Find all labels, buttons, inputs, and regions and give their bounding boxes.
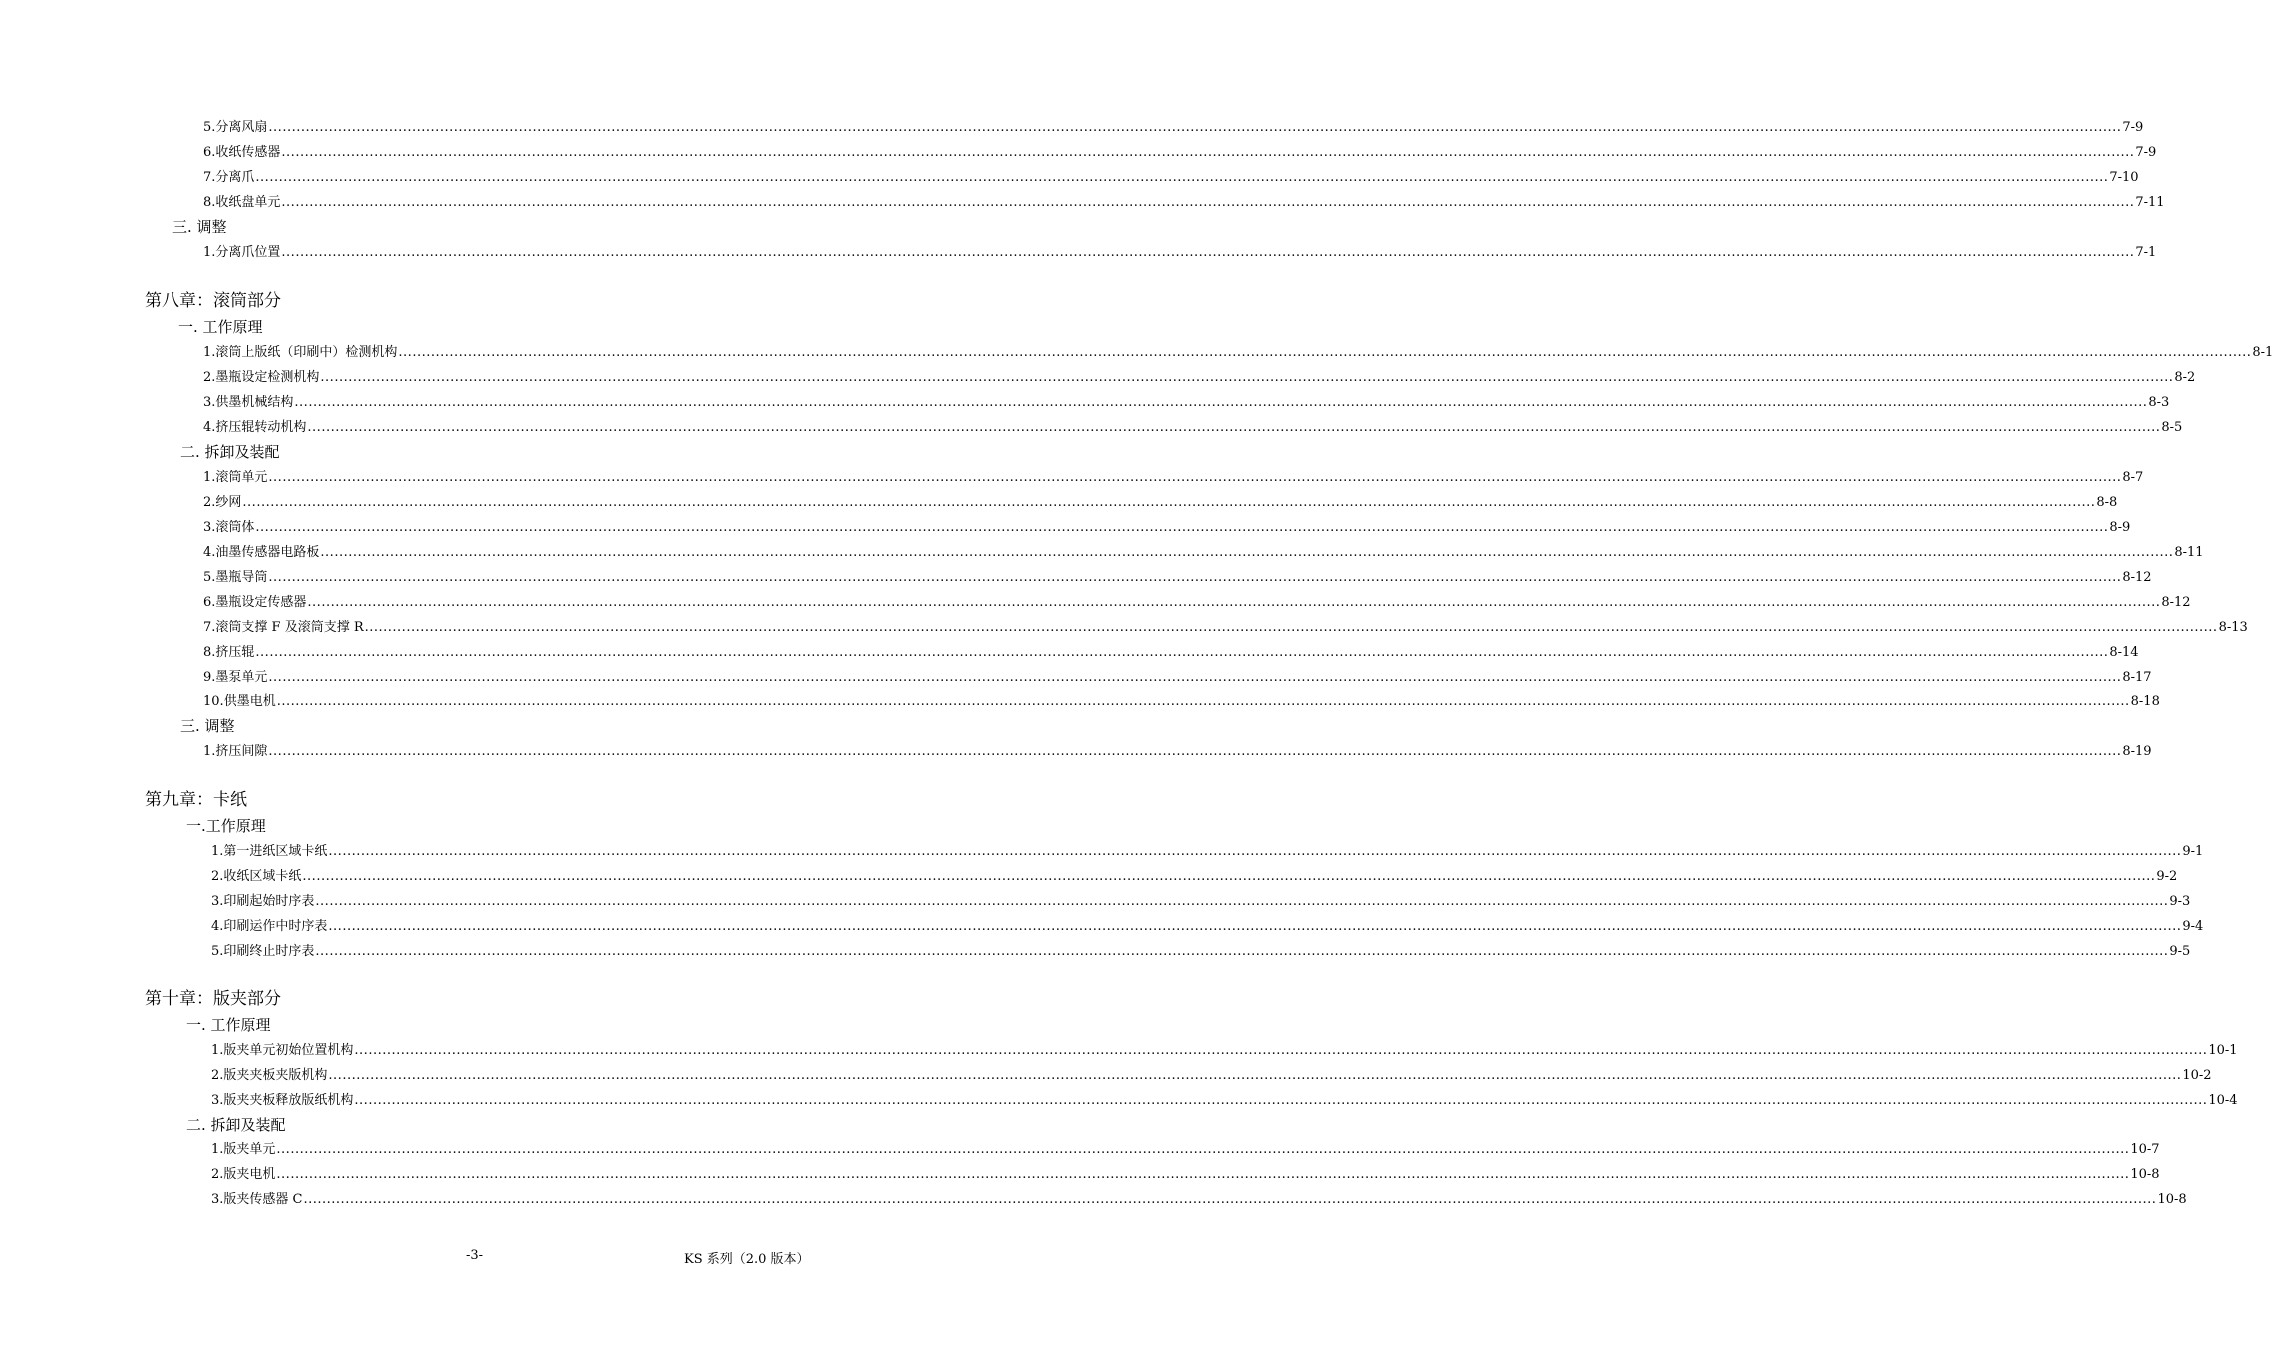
toc-entry-page: 10-2 xyxy=(2182,1068,2212,1083)
toc-entry[interactable] xyxy=(211,1068,2212,1084)
leader-dots: ................................................................................................................................................................................................................................................................................................................................................................................................................ xyxy=(320,545,2174,560)
toc-entry[interactable] xyxy=(203,694,2160,710)
leader-dots: ................................................................................................................................................................................................................................................................................................................................................................................................................ xyxy=(255,170,2109,185)
toc-entry-page: 8-17 xyxy=(2122,670,2152,685)
leader-dots: ................................................................................................................................................................................................................................................................................................................................................................................................................ xyxy=(268,570,2122,585)
toc-entry-number: 5. xyxy=(203,120,216,135)
toc-entry-page: 10-4 xyxy=(2208,1093,2238,1108)
section-title: 一. 工作原理 xyxy=(186,1016,271,1034)
toc-entry-page: 10-8 xyxy=(2130,1167,2160,1182)
toc-entry-number: 3. xyxy=(211,1093,224,1108)
leader-dots: ................................................................................................................................................................................................................................................................................................................................................................................................................ xyxy=(276,694,2130,709)
toc-entry-number: 3. xyxy=(203,520,216,535)
toc-entry-title: 分离爪 xyxy=(215,170,255,185)
section-title: 一. 工作原理 xyxy=(178,318,263,336)
leader-dots: ................................................................................................................................................................................................................................................................................................................................................................................................................ xyxy=(302,869,2156,884)
toc-entry-number: 1. xyxy=(211,1043,224,1058)
leader-dots: ................................................................................................................................................................................................................................................................................................................................................................................................................ xyxy=(276,1167,2130,1182)
toc-entry-page: 8-8 xyxy=(2096,495,2118,510)
toc-entry[interactable] xyxy=(203,595,2191,611)
toc-entry-number: 8. xyxy=(203,645,216,660)
leader-dots: ................................................................................................................................................................................................................................................................................................................................................................................................................ xyxy=(315,944,2169,959)
toc-entry-number: 2. xyxy=(211,869,224,884)
toc-entry[interactable] xyxy=(203,670,2152,686)
toc-entry-number: 7. xyxy=(203,620,216,635)
section-title: 一.工作原理 xyxy=(186,817,266,835)
toc-entry-title: 滚筒体 xyxy=(215,520,255,535)
toc-entry-page: 8-1 xyxy=(2252,345,2273,360)
toc-entry-title: 供墨机械结构 xyxy=(215,395,294,410)
toc-entry-number: 1. xyxy=(203,345,216,360)
toc-entry-number: 5. xyxy=(203,570,216,585)
chapter-title: 第十章：版夹部分 xyxy=(145,989,281,1009)
section-title: 二. 拆卸及装配 xyxy=(180,443,280,461)
toc-entry-page: 8-13 xyxy=(2218,620,2248,635)
section-title: 三. 调整 xyxy=(180,717,235,735)
toc-entry[interactable] xyxy=(203,145,2157,161)
leader-dots: ................................................................................................................................................................................................................................................................................................................................................................................................................ xyxy=(268,470,2122,485)
toc-entry-title: 墨泵单元 xyxy=(215,670,268,685)
toc-entry-number: 2. xyxy=(203,370,216,385)
leader-dots: ................................................................................................................................................................................................................................................................................................................................................................................................................ xyxy=(255,520,2109,535)
toc-entry-page: 7-10 xyxy=(2109,170,2139,185)
toc-entry-number: 1. xyxy=(203,470,216,485)
toc-entry-number: 6. xyxy=(203,595,216,610)
toc-entry[interactable] xyxy=(211,944,2191,960)
toc-entry-title: 挤压间隙 xyxy=(215,744,268,759)
leader-dots: ................................................................................................................................................................................................................................................................................................................................................................................................................ xyxy=(354,1093,2208,1108)
toc-entry-number: 2. xyxy=(211,1068,224,1083)
toc-entry-number: 2. xyxy=(211,1167,224,1182)
toc-entry[interactable] xyxy=(203,370,2196,386)
toc-entry-page: 9-5 xyxy=(2169,944,2191,959)
toc-entry-page: 8-12 xyxy=(2122,570,2152,585)
toc-entry-number: 1. xyxy=(211,844,224,859)
toc-entry[interactable] xyxy=(203,570,2152,586)
toc-entry[interactable] xyxy=(211,869,2178,885)
toc-entry-number: 4. xyxy=(211,919,224,934)
leader-dots: ................................................................................................................................................................................................................................................................................................................................................................................................................ xyxy=(268,120,2122,135)
toc-entry-number: 1. xyxy=(203,245,216,260)
toc-entry[interactable] xyxy=(203,744,2152,760)
toc-entry[interactable] xyxy=(211,844,2204,860)
toc-entry-title: 版夹夹板释放版纸机构 xyxy=(223,1093,354,1108)
toc-entry-title: 版夹单元 xyxy=(223,1142,276,1157)
toc-entry-number: 8. xyxy=(203,195,216,210)
toc-entry[interactable] xyxy=(203,620,2248,636)
toc-entry[interactable] xyxy=(203,420,2183,436)
toc-entry-title: 油墨传感器电路板 xyxy=(215,545,320,560)
toc-entry-number: 2. xyxy=(203,495,216,510)
toc-entry-page: 7-9 xyxy=(2122,120,2144,135)
leader-dots: ................................................................................................................................................................................................................................................................................................................................................................................................................ xyxy=(315,894,2169,909)
leader-dots: ................................................................................................................................................................................................................................................................................................................................................................................................................ xyxy=(268,744,2122,759)
toc-entry-title: 分离爪位置 xyxy=(215,245,281,260)
leader-dots: ................................................................................................................................................................................................................................................................................................................................................................................................................ xyxy=(281,195,2135,210)
toc-entry-title: 墨瓶导筒 xyxy=(215,570,268,585)
toc-entry[interactable] xyxy=(211,919,2204,935)
toc-entry[interactable] xyxy=(203,170,2139,186)
leader-dots: ................................................................................................................................................................................................................................................................................................................................................................................................................ xyxy=(328,844,2182,859)
toc-entry-page: 9-3 xyxy=(2169,894,2191,909)
leader-dots: ................................................................................................................................................................................................................................................................................................................................................................................................................ xyxy=(320,370,2174,385)
toc-entry-title: 供墨电机 xyxy=(223,694,276,709)
toc-entry-page: 9-1 xyxy=(2182,844,2204,859)
toc-entry-number: 5. xyxy=(211,944,224,959)
leader-dots: ................................................................................................................................................................................................................................................................................................................................................................................................................ xyxy=(328,919,2182,934)
chapter-title: 第八章：滚筒部分 xyxy=(145,291,281,311)
toc-entry-number: 10. xyxy=(203,694,224,709)
toc-entry-page: 8-7 xyxy=(2122,470,2144,485)
toc-entry-number: 4. xyxy=(203,545,216,560)
toc-entry-title: 第一进纸区域卡纸 xyxy=(223,844,328,859)
toc-entry-number: 1. xyxy=(211,1142,224,1157)
leader-dots: ................................................................................................................................................................................................................................................................................................................................................................................................................ xyxy=(328,1068,2182,1083)
toc-entry-title: 挤压辊 xyxy=(215,645,255,660)
toc-entry-title: 版夹传感器 C xyxy=(223,1192,303,1207)
footer-series: KS 系列（2.0 版本） xyxy=(684,1252,810,1267)
toc-entry-title: 墨瓶设定检测机构 xyxy=(215,370,320,385)
toc-entry-page: 7-1 xyxy=(2135,245,2157,260)
toc-entry[interactable] xyxy=(203,195,2165,211)
leader-dots: ................................................................................................................................................................................................................................................................................................................................................................................................................ xyxy=(294,395,2148,410)
toc-entry-page: 7-11 xyxy=(2135,195,2165,210)
leader-dots: ................................................................................................................................................................................................................................................................................................................................................................................................................ xyxy=(242,495,2096,510)
toc-entry-page: 8-5 xyxy=(2161,420,2183,435)
toc-entry-title: 纱网 xyxy=(215,495,242,510)
toc-entry-number: 9. xyxy=(203,670,216,685)
toc-entry-number: 3. xyxy=(203,395,216,410)
toc-entry-title: 滚筒支撑 F 及滚筒支撑 R xyxy=(215,620,364,635)
toc-entry-number: 4. xyxy=(203,420,216,435)
section-title: 二. 拆卸及装配 xyxy=(186,1116,286,1134)
toc-entry-page: 8-3 xyxy=(2148,395,2170,410)
leader-dots: ................................................................................................................................................................................................................................................................................................................................................................................................................ xyxy=(303,1192,2157,1207)
toc-entry[interactable] xyxy=(203,645,2139,661)
leader-dots: ................................................................................................................................................................................................................................................................................................................................................................................................................ xyxy=(307,595,2161,610)
toc-entry[interactable] xyxy=(211,1093,2238,1109)
toc-entry-title: 版夹夹板夹版机构 xyxy=(223,1068,328,1083)
leader-dots: ................................................................................................................................................................................................................................................................................................................................................................................................................ xyxy=(281,245,2135,260)
toc-entry[interactable] xyxy=(211,894,2191,910)
toc-entry-page: 10-7 xyxy=(2130,1142,2160,1157)
toc-entry[interactable] xyxy=(211,1192,2187,1208)
toc-entry[interactable] xyxy=(211,1167,2160,1183)
toc-entry-page: 8-2 xyxy=(2174,370,2196,385)
leader-dots: ................................................................................................................................................................................................................................................................................................................................................................................................................ xyxy=(268,670,2122,685)
section-title: 三. 调整 xyxy=(172,218,227,236)
toc-entry-title: 收纸传感器 xyxy=(215,145,281,160)
toc-entry-number: 1. xyxy=(203,744,216,759)
toc-entry[interactable] xyxy=(203,545,2204,561)
toc-entry-page: 8-19 xyxy=(2122,744,2152,759)
toc-entry-page: 8-14 xyxy=(2109,645,2139,660)
toc-entry-page: 9-2 xyxy=(2156,869,2178,884)
chapter-title: 第九章：卡纸 xyxy=(145,790,247,810)
toc-entry[interactable] xyxy=(203,470,2144,486)
toc-entry-title: 滚筒上版纸（印刷中）检测机构 xyxy=(215,345,398,360)
toc-entry-title: 版夹电机 xyxy=(223,1167,276,1182)
toc-entry-page: 10-8 xyxy=(2157,1192,2187,1207)
leader-dots: ................................................................................................................................................................................................................................................................................................................................................................................................................ xyxy=(364,620,2218,635)
toc-entry[interactable] xyxy=(203,395,2170,411)
toc-entry[interactable] xyxy=(203,120,2144,136)
footer-page-number: -3- xyxy=(466,1248,484,1263)
toc-entry-number: 3. xyxy=(211,894,224,909)
toc-entry-page: 9-4 xyxy=(2182,919,2204,934)
toc-entry-page: 10-1 xyxy=(2208,1043,2238,1058)
toc-entry[interactable] xyxy=(203,520,2131,536)
toc-entry-title: 印刷起始时序表 xyxy=(223,894,315,909)
toc-entry-number: 3. xyxy=(211,1192,224,1207)
toc-entry[interactable] xyxy=(211,1142,2160,1158)
toc-entry-title: 挤压辊转动机构 xyxy=(215,420,307,435)
toc-entry-number: 6. xyxy=(203,145,216,160)
toc-entry-title: 墨瓶设定传感器 xyxy=(215,595,307,610)
toc-entry[interactable] xyxy=(203,345,2273,361)
toc-entry-title: 滚筒单元 xyxy=(215,470,268,485)
leader-dots: ................................................................................................................................................................................................................................................................................................................................................................................................................ xyxy=(276,1142,2130,1157)
leader-dots: ................................................................................................................................................................................................................................................................................................................................................................................................................ xyxy=(255,645,2109,660)
leader-dots: ................................................................................................................................................................................................................................................................................................................................................................................................................ xyxy=(307,420,2161,435)
toc-entry-page: 8-11 xyxy=(2174,545,2204,560)
toc-entry[interactable] xyxy=(203,245,2157,261)
toc-entry-title: 分离风扇 xyxy=(215,120,268,135)
toc-entry-page: 7-9 xyxy=(2135,145,2157,160)
toc-entry-page: 8-12 xyxy=(2161,595,2191,610)
leader-dots: ................................................................................................................................................................................................................................................................................................................................................................................................................ xyxy=(281,145,2135,160)
leader-dots: ................................................................................................................................................................................................................................................................................................................................................................................................................ xyxy=(398,345,2252,360)
toc-entry[interactable] xyxy=(211,1043,2238,1059)
toc-entry-number: 7. xyxy=(203,170,216,185)
toc-entry-title: 收纸盘单元 xyxy=(215,195,281,210)
toc-entry[interactable] xyxy=(203,495,2118,511)
toc-entry-title: 收纸区域卡纸 xyxy=(223,869,302,884)
toc-entry-page: 8-9 xyxy=(2109,520,2131,535)
toc-entry-title: 印刷运作中时序表 xyxy=(223,919,328,934)
leader-dots: ................................................................................................................................................................................................................................................................................................................................................................................................................ xyxy=(354,1043,2208,1058)
toc-entry-page: 8-18 xyxy=(2130,694,2160,709)
toc-entry-title: 印刷终止时序表 xyxy=(223,944,315,959)
toc-entry-title: 版夹单元初始位置机构 xyxy=(223,1043,354,1058)
